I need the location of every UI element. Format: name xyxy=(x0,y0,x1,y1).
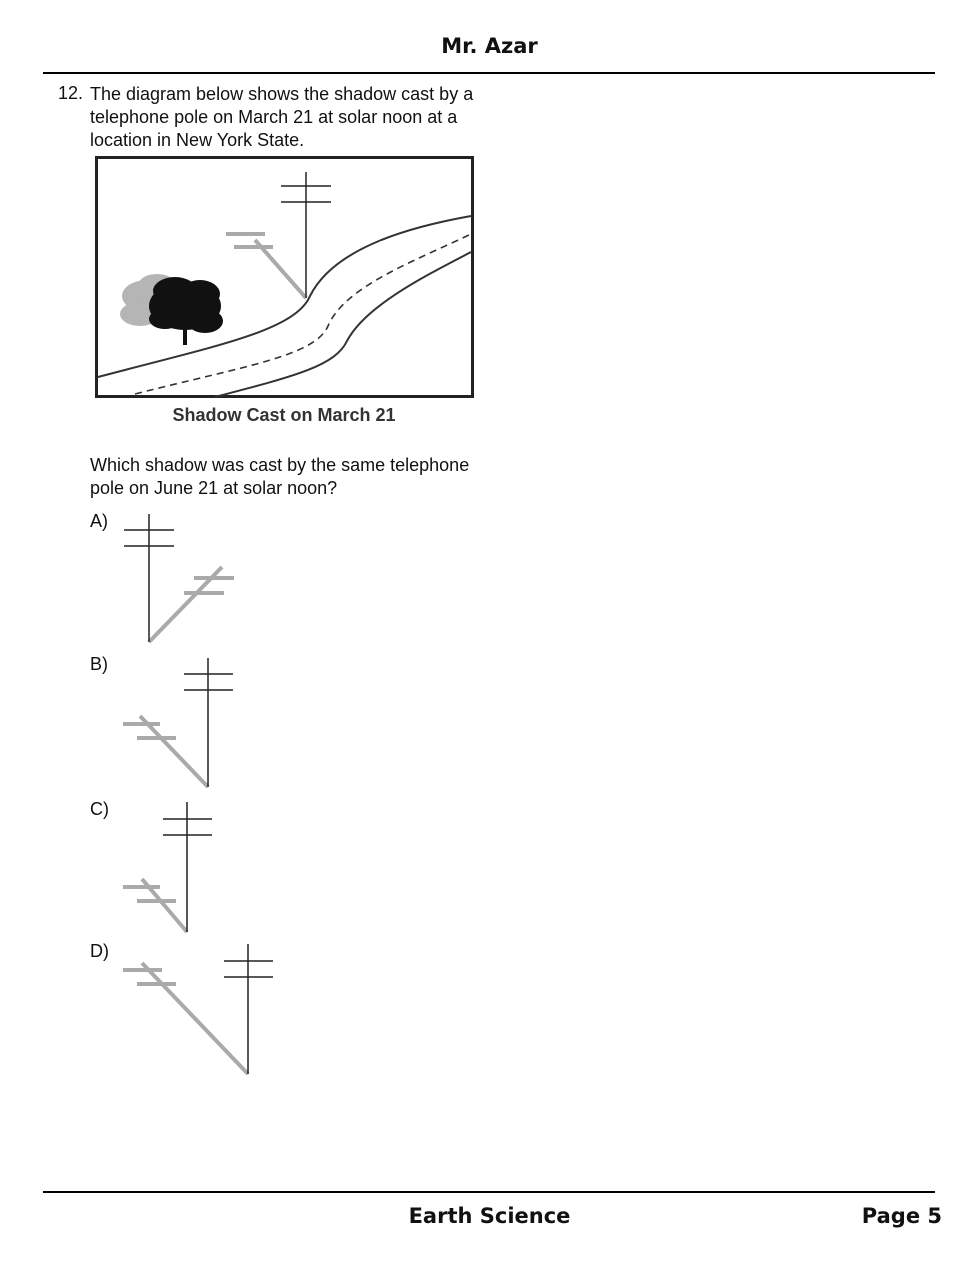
choice-c[interactable] xyxy=(90,799,290,939)
pole-shadow xyxy=(149,567,234,642)
choice-b-diagram xyxy=(90,654,290,794)
header-divider xyxy=(43,72,935,74)
pole-shadow xyxy=(123,879,187,932)
pole-shadow xyxy=(123,716,208,787)
choice-d[interactable] xyxy=(90,941,290,1081)
choice-d-label: D) xyxy=(90,941,109,961)
question-text: The diagram below shows the shadow cast by a telephone pole on March 21 at solar noon at a location in New York State. xyxy=(90,84,474,150)
footer-subject: Earth Science xyxy=(408,1204,571,1228)
footer-divider xyxy=(43,1191,935,1193)
choice-b-label: B) xyxy=(90,654,108,674)
shadow-diagram-figure xyxy=(95,156,475,400)
choice-d-diagram xyxy=(90,941,290,1081)
question-prompt: Which shadow was cast by the same telephone pole on June 21 at solar noon? xyxy=(90,455,470,498)
choice-c-label: C) xyxy=(90,799,109,819)
question-number: 12. xyxy=(58,83,84,103)
choice-c-diagram xyxy=(90,799,290,939)
pole-shadow xyxy=(123,963,248,1074)
choice-a-diagram xyxy=(90,511,290,651)
page-header-title: Mr. Azar xyxy=(441,34,538,58)
page-number: Page 5 xyxy=(861,1204,942,1228)
choice-b[interactable] xyxy=(90,654,290,794)
choice-a[interactable] xyxy=(90,511,290,651)
choice-a-label: A) xyxy=(90,511,108,531)
figure-caption: Shadow Cast on March 21 xyxy=(172,405,396,425)
